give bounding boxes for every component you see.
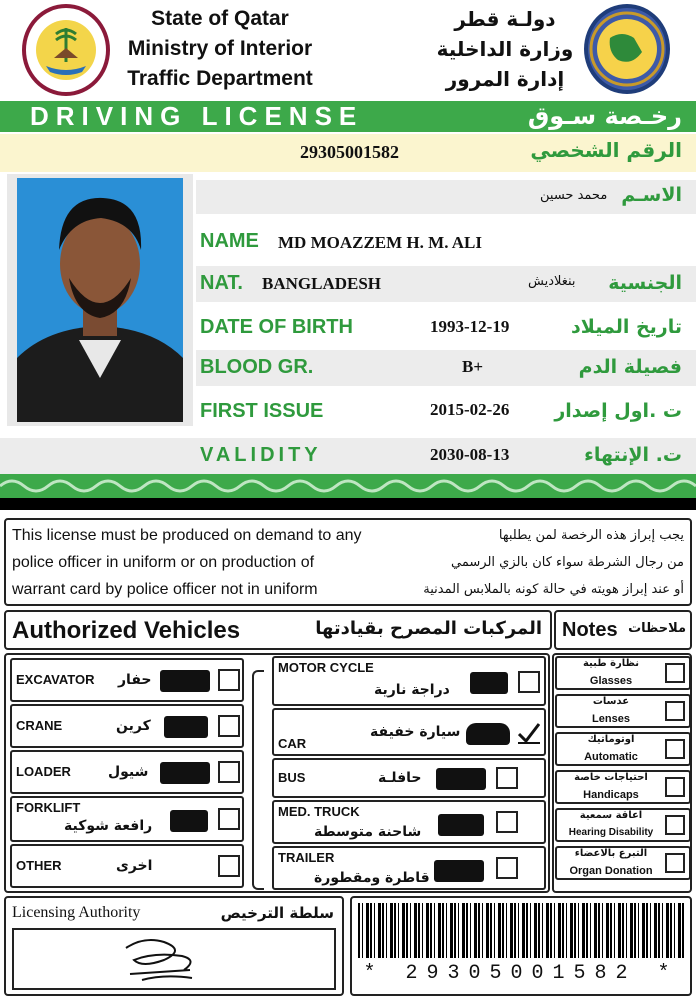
validity-row <box>0 438 696 474</box>
bus-icon <box>436 768 486 790</box>
document-title-arabic: رخـصة سـوق <box>527 102 682 130</box>
barcode-text: * 29305001582 * <box>363 962 679 985</box>
note-lenses: عدسات Lenses <box>555 694 691 728</box>
personal-number: 29305001582 <box>300 142 399 162</box>
loader-checkbox[interactable] <box>218 761 240 783</box>
bracket <box>252 670 264 890</box>
authorized-vehicles-header: Authorized Vehicles المركبات المصرح بقيادتها <box>4 610 552 650</box>
car-icon <box>466 723 510 745</box>
note-handicaps: احتياجات خاصة Handicaps <box>555 770 691 804</box>
car-checkbox[interactable] <box>518 722 540 744</box>
holder-photo <box>7 174 193 426</box>
name-value: MD MOAZZEM H. M. ALI <box>278 233 482 252</box>
note-hearing-disability: اعاقة سمعية Hearing Disability <box>555 808 691 842</box>
licensing-authority-box: Licensing Authority سلطة الترخيص <box>4 896 344 996</box>
name-arabic-value: محمد حسين <box>540 188 608 203</box>
document-title: DRIVING LICENSE <box>30 101 364 131</box>
blood-group-arabic-label: فصيلة الدم <box>578 356 682 378</box>
crane-checkbox[interactable] <box>218 715 240 737</box>
nationality-value: BANGLADESH <box>262 274 382 293</box>
first-issue-label: FIRST ISSUE <box>200 400 324 422</box>
vehicle-car: CAR سيارة خفيفة <box>272 708 546 756</box>
header-arabic: دولـة قطر وزارة الداخلية إدارة المرور <box>436 7 574 91</box>
motorcycle-icon <box>470 672 508 694</box>
trailer-checkbox[interactable] <box>496 857 518 879</box>
automatic-checkbox[interactable] <box>665 739 685 759</box>
header-english: State of Qatar Ministry of Interior Traffic Department <box>127 7 313 90</box>
date-of-birth-label: DATE OF BIRTH <box>200 316 353 338</box>
first-issue-row <box>196 394 696 430</box>
qatar-seal-icon <box>22 4 110 96</box>
motorcycle-checkbox[interactable] <box>518 671 540 693</box>
name-row <box>196 224 696 262</box>
vehicle-medium-truck: MED. TRUCK شاحنة متوسطة <box>272 800 546 844</box>
name-label: NAME <box>200 230 259 252</box>
loader-icon <box>160 762 210 784</box>
glasses-checkbox[interactable] <box>665 663 685 683</box>
bus-checkbox[interactable] <box>496 767 518 789</box>
barcode <box>358 903 684 958</box>
signature-box <box>12 928 336 990</box>
portrait-image <box>17 178 183 422</box>
vehicle-crane: CRANE كرين <box>10 704 244 748</box>
note-automatic: اوتوماتيك Automatic <box>555 732 691 766</box>
first-issue-arabic-label: ت .اول إصدار <box>554 400 682 422</box>
forklift-icon <box>170 810 208 832</box>
crane-truck-icon <box>164 716 208 738</box>
organ-donation-checkbox[interactable] <box>665 853 685 873</box>
medium-truck-checkbox[interactable] <box>496 811 518 833</box>
personal-number-label: الرقم الشخصي <box>530 138 682 162</box>
vehicle-excavator: EXCAVATOR حفار <box>10 658 244 702</box>
blood-group-label: BLOOD GR. <box>200 356 314 378</box>
first-issue-value: 2015-02-26 <box>430 400 510 419</box>
forklift-checkbox[interactable] <box>218 808 240 830</box>
hearing-disability-checkbox[interactable] <box>665 815 685 835</box>
vehicle-bus: BUS حافلـة <box>272 758 546 798</box>
nationality-arabic-label: الجنسية <box>608 272 682 294</box>
name-arabic-row <box>196 180 696 214</box>
blood-group-row <box>196 350 696 386</box>
blood-group-value: B+ <box>462 357 484 376</box>
vehicle-loader: LOADER شيول <box>10 750 244 794</box>
vehicle-motorcycle: MOTOR CYCLE دراجة نارية <box>272 656 546 706</box>
excavator-icon <box>160 670 210 692</box>
signature-icon <box>14 930 334 988</box>
date-of-birth-value: 1993-12-19 <box>430 317 510 336</box>
note-glasses: نظارة طبية Glasses <box>555 656 691 690</box>
gcc-emblem-icon <box>584 4 670 94</box>
date-of-birth-row <box>196 310 696 346</box>
handicaps-checkbox[interactable] <box>665 777 685 797</box>
vehicle-other: OTHER اخرى <box>10 844 244 888</box>
nationality-arabic-value: بنغلاديش <box>528 274 576 289</box>
vehicle-trailer: TRAILER قاطرة ومقطورة <box>272 846 546 890</box>
card-divider <box>0 498 696 510</box>
nationality-label: NAT. <box>200 272 243 294</box>
nationality-row <box>196 266 696 302</box>
trailer-truck-icon <box>434 860 484 882</box>
other-checkbox[interactable] <box>218 855 240 877</box>
excavator-checkbox[interactable] <box>218 669 240 691</box>
name-arabic-label: الاسـم <box>621 184 682 206</box>
validity-label: VALIDITY <box>200 444 322 466</box>
notes-header: Notes ملاحظات <box>554 610 692 650</box>
validity-value: 2030-08-13 <box>430 445 510 464</box>
validity-arabic-label: ت. الإنتهاء <box>584 444 682 466</box>
truck-icon <box>438 814 484 836</box>
date-of-birth-arabic-label: تاريخ الميلاد <box>571 316 682 338</box>
vehicle-forklift: FORKLIFT رافعة شوكية <box>10 796 244 842</box>
decorative-wave-border <box>0 474 696 498</box>
notice-box: This license must be produced on demand to any police officer in uniform or on production of warrant card by police officer not in uniform يجب إبراز هذه الرخصة لمن يطلبها من رجال الشرطة سواء كان بالزي الرسمي أو عند إبراز هويته في حالة كونه بالملابس المدنية <box>4 518 692 606</box>
lenses-checkbox[interactable] <box>665 701 685 721</box>
note-organ-donation: التبرع بالاعضاء Organ Donation <box>555 846 691 880</box>
